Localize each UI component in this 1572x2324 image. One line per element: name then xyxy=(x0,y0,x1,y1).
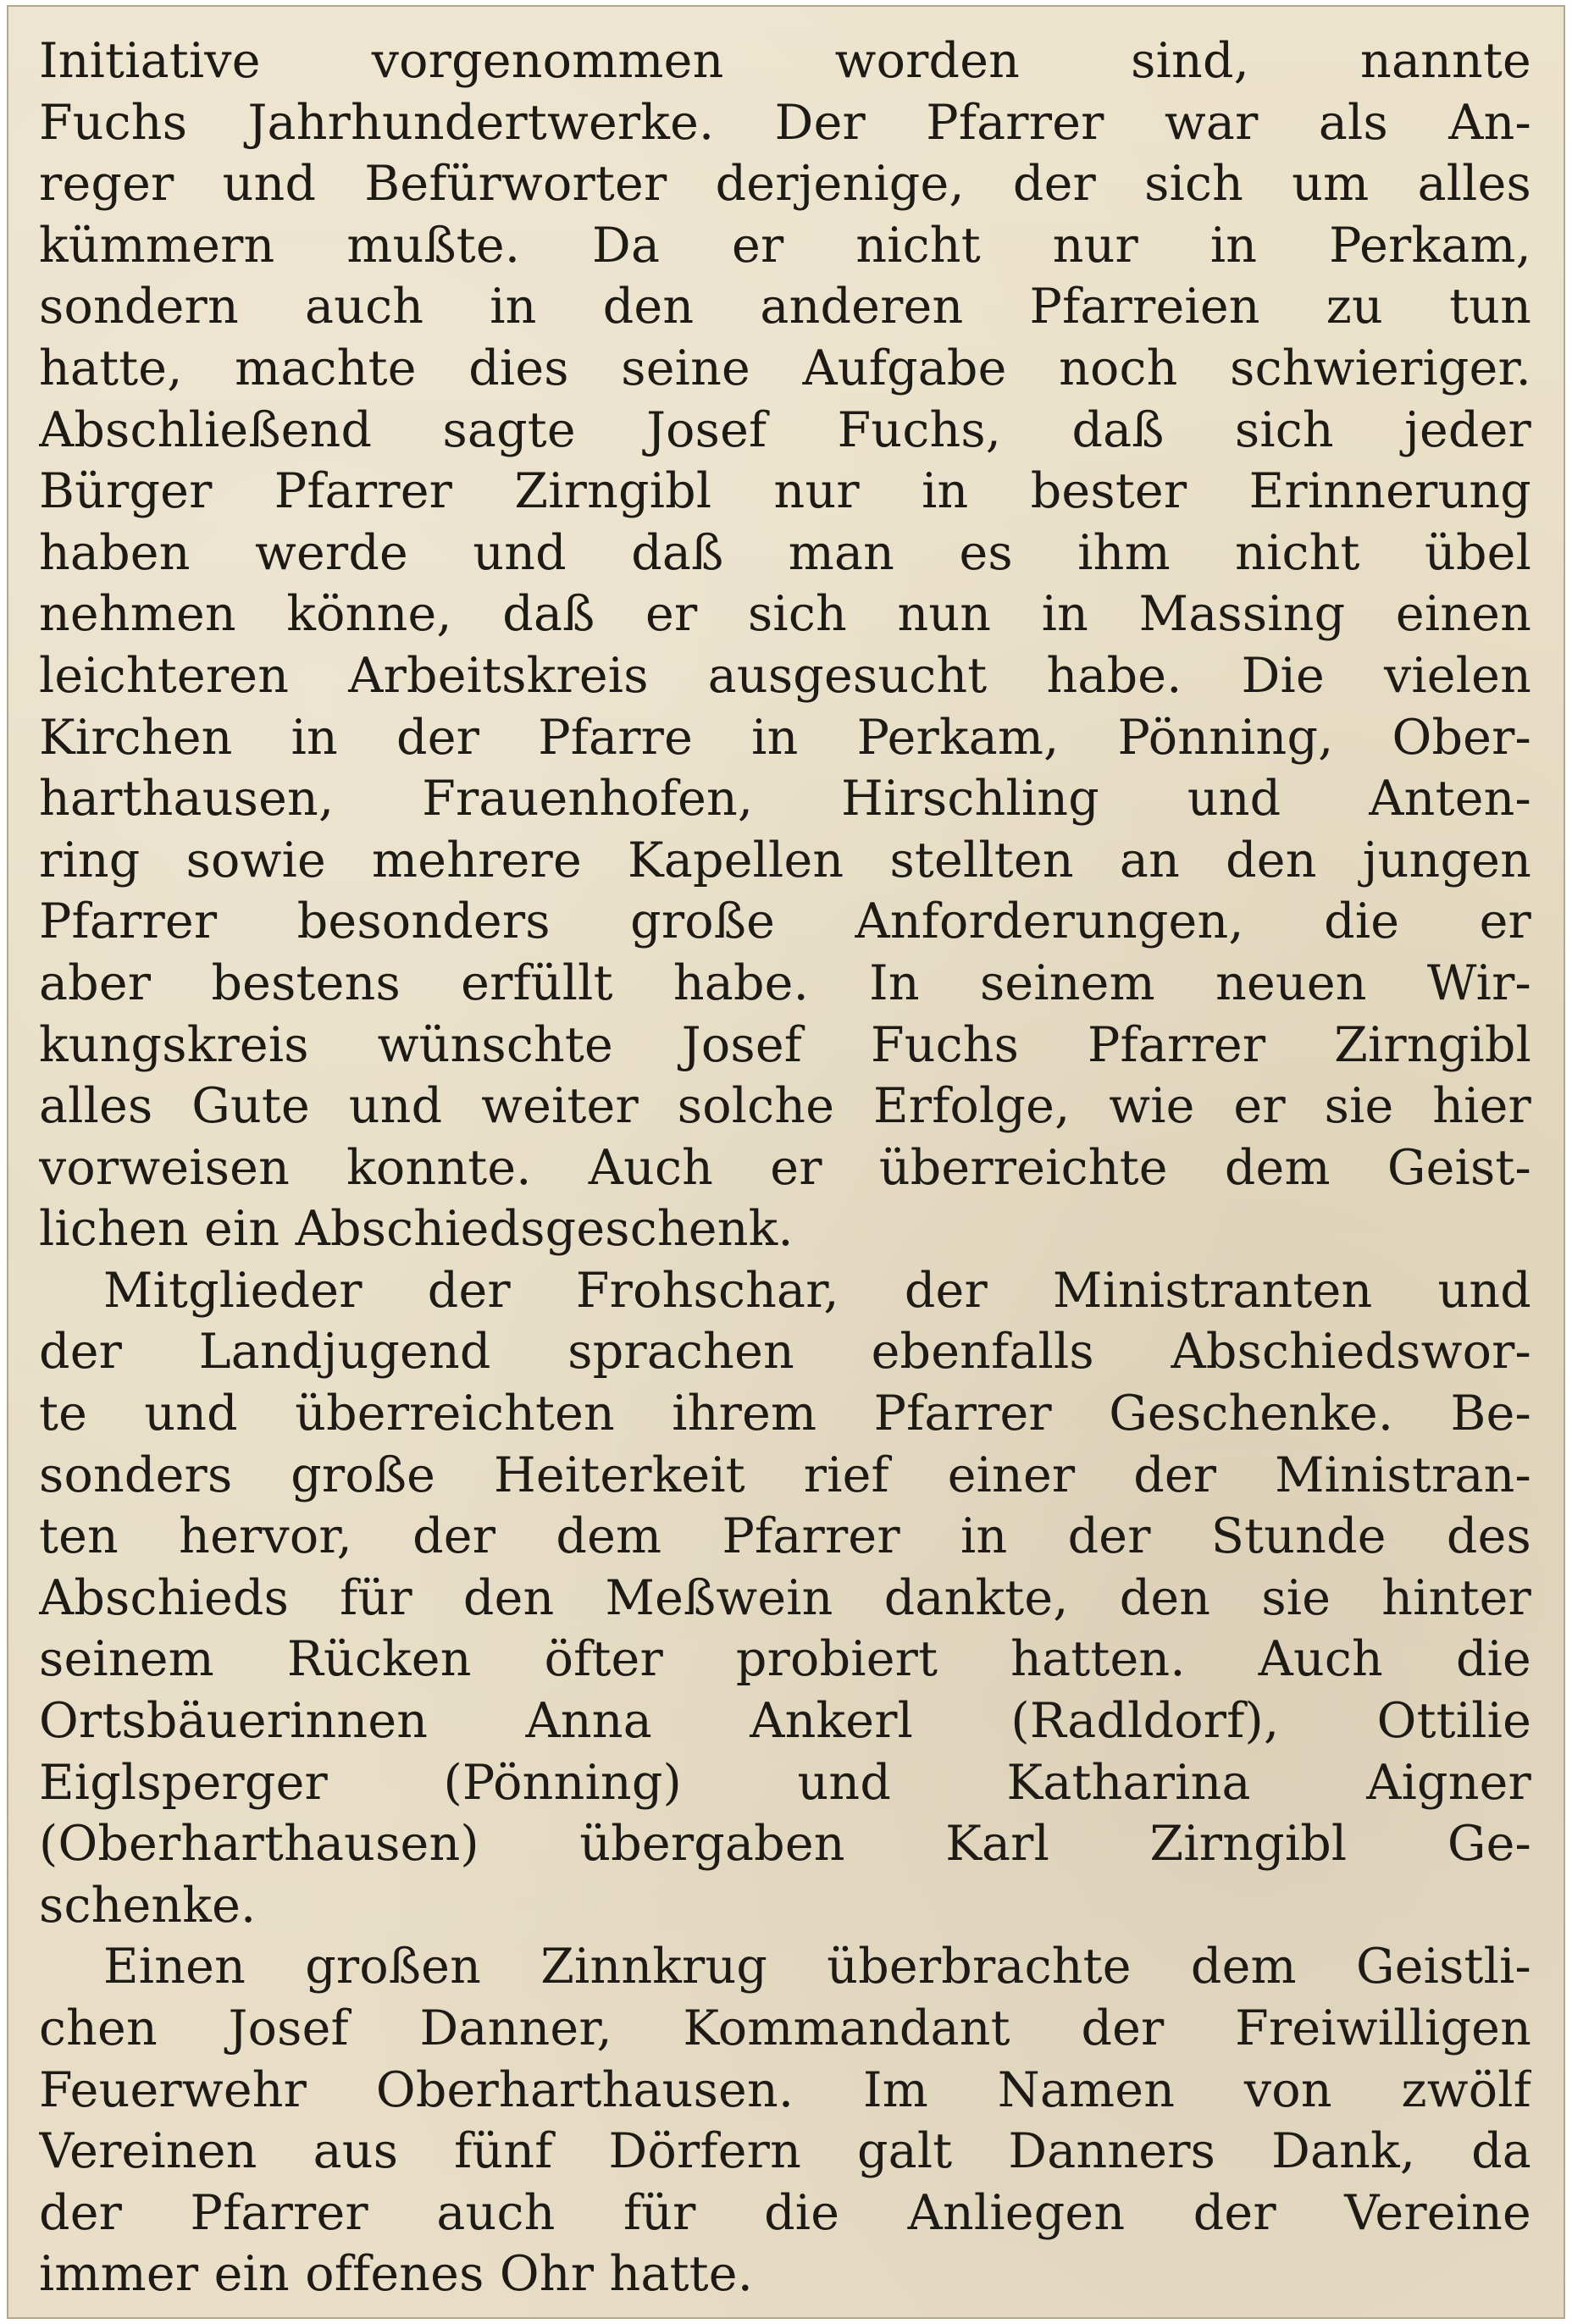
text-line: Vereinen aus fünf Dörfern galt Danners Dank, da xyxy=(39,2123,1531,2180)
text-line: Abschließend sagte Josef Fuchs, daß sich jeder xyxy=(39,401,1531,458)
text-line: Initiative vorgenommen worden sind, nannte xyxy=(39,33,1531,89)
text-line: reger und Befürworter derjenige, der sich um alles xyxy=(39,156,1531,213)
paragraph-2 xyxy=(39,1260,1531,1937)
text-line: leichteren Arbeitskreis ausgesucht habe. Die vielen xyxy=(39,647,1531,704)
text-line: te und überreichten ihrem Pfarrer Geschenke. Be- xyxy=(39,1386,1531,1442)
article-column xyxy=(39,30,1531,2309)
text-line: hatte, machte dies seine Aufgabe noch schwieriger. xyxy=(39,340,1531,396)
text-line: sondern auch in den anderen Pfarreien zu tun xyxy=(39,279,1531,335)
text-line: kungskreis wünschte Josef Fuchs Pfarrer Zirngibl xyxy=(39,1016,1531,1073)
text-line: der Pfarrer auch für die Anliegen der Vereine xyxy=(39,2184,1531,2241)
text-line: schenke. xyxy=(39,1877,257,1934)
text-line: Bürger Pfarrer Zirngibl nur in bester Erinnerung xyxy=(39,463,1531,520)
text-line: Fuchs Jahrhundertwerke. Der Pfarrer war als An- xyxy=(39,94,1531,151)
text-line: chen Josef Danner, Kommandant der Freiwilligen xyxy=(39,2000,1531,2056)
text-line: sonders große Heiterkeit rief einer der Ministran- xyxy=(39,1447,1531,1503)
text-line: ring sowie mehrere Kapellen stellten an den jungen xyxy=(39,832,1531,888)
text-line: seinem Rücken öfter probiert hatten. Auch die xyxy=(39,1631,1531,1688)
text-line: der Landjugend sprachen ebenfalls Abschiedswor- xyxy=(39,1324,1531,1381)
text-line: Ortsbäuerinnen Anna Ankerl (Radldorf), Ottilie xyxy=(39,1693,1531,1750)
text-line: Mitglieder der Frohschar, der Ministranten und xyxy=(103,1262,1531,1319)
paragraph-1 xyxy=(39,30,1531,1260)
text-line: alles Gute und weiter solche Erfolge, wie er sie hier xyxy=(39,1078,1531,1135)
text-line: harthausen, Frauenhofen, Hirschling und Anten- xyxy=(39,771,1531,827)
text-line: aber bestens erfüllt habe. In seinem neuen Wir- xyxy=(39,955,1531,1011)
text-line: nehmen könne, daß er sich nun in Massing einen xyxy=(39,586,1531,643)
text-line: (Oberharthausen) übergaben Karl Zirngibl Ge- xyxy=(39,1816,1531,1873)
paragraph-3 xyxy=(39,1936,1531,2305)
text-line: kümmern mußte. Da er nicht nur in Perkam, xyxy=(39,217,1531,274)
text-line: Einen großen Zinnkrug überbrachte dem Geistli- xyxy=(103,1939,1531,1995)
text-line: Pfarrer besonders große Anforderungen, die er xyxy=(39,894,1531,950)
text-line: Kirchen in der Pfarre in Perkam, Pönning, Ober- xyxy=(39,709,1531,766)
text-line: ten hervor, der dem Pfarrer in der Stunde des xyxy=(39,1508,1531,1565)
text-line: vorweisen konnte. Auch er überreichte dem Geist- xyxy=(39,1139,1531,1196)
text-line: haben werde und daß man es ihm nicht übel xyxy=(39,524,1531,581)
text-line: lichen ein Abschiedsgeschenk. xyxy=(39,1201,794,1258)
text-line: immer ein offenes Ohr hatte. xyxy=(39,2246,754,2303)
newspaper-clipping xyxy=(7,5,1565,2319)
text-line: Feuerwehr Oberharthausen. Im Namen von zwölf xyxy=(39,2061,1531,2118)
text-line: Abschieds für den Meßwein dankte, den sie hinter xyxy=(39,1569,1531,1626)
text-line: Eiglsperger (Pönning) und Katharina Aigner xyxy=(39,1754,1531,1811)
